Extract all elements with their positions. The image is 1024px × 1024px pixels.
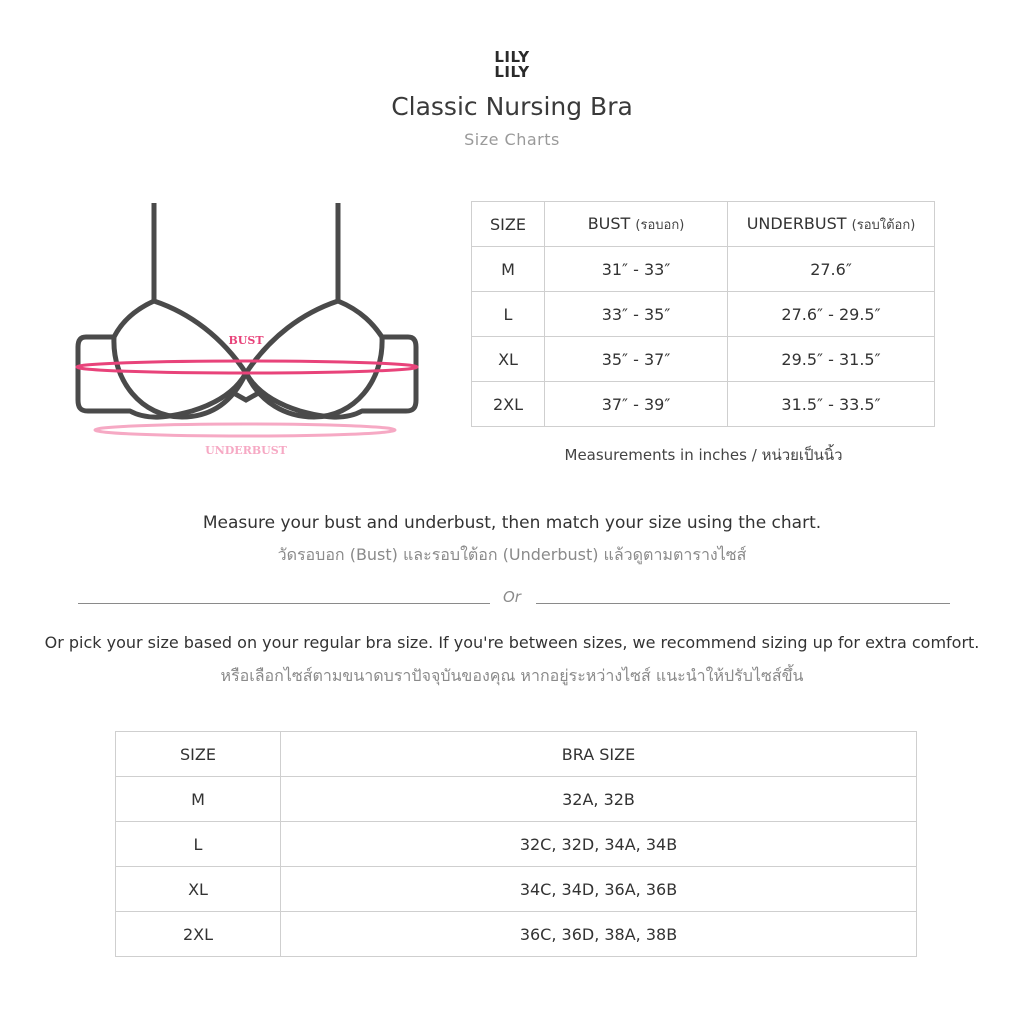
underbust-label: UNDERBUST <box>205 444 287 457</box>
bra-size-cell: 36C, 36D, 38A, 38B <box>281 912 917 957</box>
units-note: Measurements in inches / หน่วยเป็นนิ้ว <box>564 446 843 464</box>
header-bra-size: BRA SIZE <box>281 732 917 777</box>
size-cell: XL <box>472 337 545 382</box>
bust-cell: 31″ - 33″ <box>545 247 728 292</box>
bust-cell: 35″ - 37″ <box>545 337 728 382</box>
divider-line-right <box>536 603 950 604</box>
bust-cell: 37″ - 39″ <box>545 382 728 427</box>
bust-cell: 33″ - 35″ <box>545 292 728 337</box>
bra-measurement-diagram <box>70 195 430 470</box>
size-cell: M <box>472 247 545 292</box>
table-row <box>116 822 917 867</box>
header-size: SIZE <box>116 732 281 777</box>
underbust-cell: 27.6″ <box>728 247 935 292</box>
divider-line-left <box>78 603 490 604</box>
header-bust-th: (รอบอก) <box>635 217 685 233</box>
table-header-row <box>116 732 917 777</box>
bra-size-chart <box>115 731 917 957</box>
underbust-cell: 29.5″ - 31.5″ <box>728 337 935 382</box>
logo-line-2: LILY <box>494 63 530 81</box>
table-header-row <box>472 202 935 247</box>
table-row <box>116 867 917 912</box>
header-bust <box>545 202 728 247</box>
bra-size-cell: 32A, 32B <box>281 777 917 822</box>
measurement-size-chart <box>471 201 935 427</box>
center-gore <box>230 391 262 400</box>
header-underbust-label: UNDERBUST <box>746 213 847 233</box>
table-row <box>116 912 917 957</box>
underbust-cell: 31.5″ - 33.5″ <box>728 382 935 427</box>
size-cell: M <box>116 777 281 822</box>
size-cell: L <box>472 292 545 337</box>
alternative-english: Or pick your size based on your regular bra size. If you're between sizes, we recommend sizing up for extra comfort. <box>44 633 980 652</box>
table-row <box>472 337 935 382</box>
size-cell: L <box>116 822 281 867</box>
logo-line-1: LILY <box>494 48 530 66</box>
header-bust-label: BUST <box>587 213 631 233</box>
alternative-thai: หรือเลือกไซส์ตามขนาดบราปัจจุบันของคุณ หากอยู่ระหว่างไซส์ แนะนำให้ปรับไซส์ขึ้น <box>220 666 804 685</box>
header-underbust <box>728 202 935 247</box>
table-row <box>472 247 935 292</box>
instructions-english: Measure your bust and underbust, then match your size using the chart. <box>202 513 822 533</box>
bra-size-cell: 34C, 34D, 36A, 36B <box>281 867 917 912</box>
size-cell: 2XL <box>116 912 281 957</box>
underbust-cell: 27.6″ - 29.5″ <box>728 292 935 337</box>
bra-size-cell: 32C, 32D, 34A, 34B <box>281 822 917 867</box>
size-cell: 2XL <box>472 382 545 427</box>
header-underbust-th: (รอบใต้อก) <box>851 217 916 233</box>
brand-logo <box>462 50 562 80</box>
page-subtitle: Size Charts <box>464 130 560 149</box>
page-title: Classic Nursing Bra <box>391 92 633 121</box>
table-row <box>116 777 917 822</box>
bust-label: BUST <box>228 334 264 347</box>
size-cell: XL <box>116 867 281 912</box>
table-row <box>472 292 935 337</box>
table-row <box>472 382 935 427</box>
or-divider-label: Or <box>503 588 521 606</box>
header-size: SIZE <box>472 202 545 247</box>
underbust-ellipse <box>95 424 395 436</box>
instructions-thai: วัดรอบอก (Bust) และรอบใต้อก (Underbust) แล้วดูตามตารางไซส์ <box>277 545 747 564</box>
